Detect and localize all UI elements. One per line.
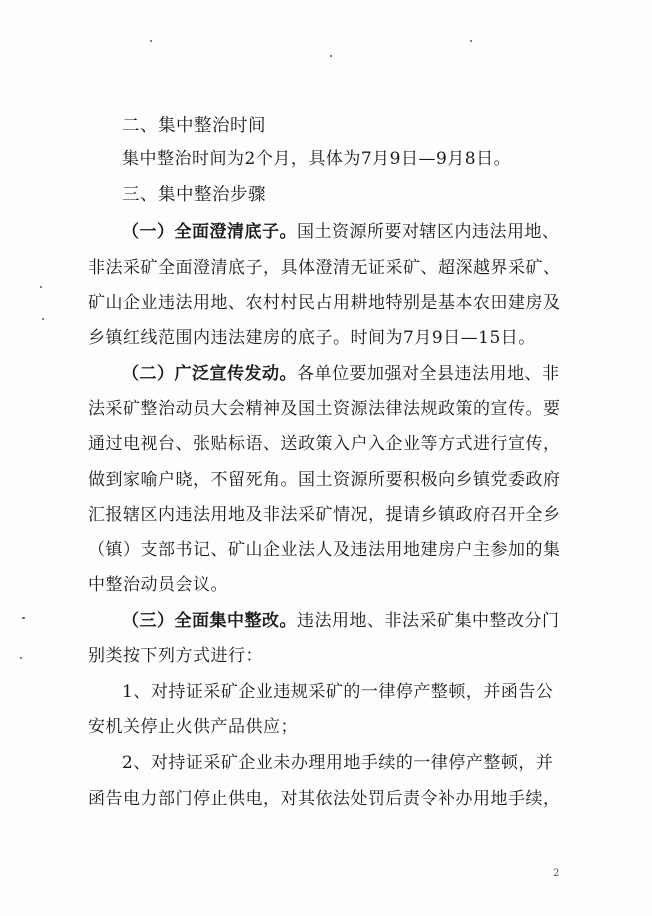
step1-lead: （一）全面澄清底子。: [122, 222, 297, 242]
step2-first-line: [122, 363, 560, 385]
step2-line3: 通过电视台、张贴标语、送政策入户入企业等方式进行宣传，: [88, 434, 561, 454]
step2-lead: （二）广泛宣传发动。: [122, 364, 297, 384]
step3-first-line: [122, 610, 560, 632]
step2-line6: （镇）支部书记、矿山企业法人及违法用地建房户主参加的集: [88, 540, 561, 560]
scan-speck: [330, 55, 332, 57]
step2-line5: 汇报辖区内违法用地及非法采矿情况，提请乡镇政府召开全乡: [88, 505, 561, 525]
step1-line4: 乡镇红线范围内违法建房的底子。时间为7月9日—15日。: [88, 328, 536, 348]
scan-speck: [40, 286, 42, 288]
step3-line2: 别类按下列方式进行：: [88, 646, 263, 666]
scan-speck: [150, 40, 152, 42]
scan-speck: [22, 617, 25, 619]
step3-line1-text: 违法用地、非法采矿集中整改分门: [297, 611, 560, 631]
scan-speck: [20, 657, 22, 659]
section3-heading: 三、集中整治步骤: [122, 185, 266, 205]
step2-line2: 法采矿整治动员大会精神及国土资源法律法规政策的宣传。要: [88, 399, 561, 419]
item2-line2: 函告电力部门停止供电，对其依法处罚后责令补办用地手续，: [88, 789, 561, 809]
step1-first-line: [122, 221, 560, 243]
section2-body: 集中整治时间为2个月，具体为7月9日—9月8日。: [122, 149, 512, 169]
step2-line7: 中整治动员会议。: [88, 575, 228, 595]
step2-line1-text: 各单位要加强对全县违法用地、非: [297, 364, 560, 384]
step1-line1-text: 国土资源所要对辖区内违法用地、: [297, 222, 560, 242]
step1-line2: 非法采矿全面澄清底子，具体澄清无证采矿、超深越界采矿、: [88, 258, 561, 278]
item1-line1: 1、对持证采矿企业违规采矿的一律停产整顿，并函告公: [122, 682, 554, 702]
step1-line3: 矿山企业违法用地、农村村民占用耕地特别是基本农田建房及: [88, 293, 561, 313]
scan-speck: [42, 318, 44, 320]
section2-heading: 二、集中整治时间: [122, 116, 266, 136]
scan-speck: [470, 40, 472, 42]
step2-line4: 做到家喻户晓，不留死角。国土资源所要积极向乡镇党委政府: [88, 470, 561, 490]
item1-line2: 安机关停止火供产品供应；: [88, 717, 298, 737]
item2-line1: 2、对持证采矿企业未办理用地手续的一律停产整顿，并: [122, 753, 554, 773]
page-number: 2: [553, 868, 560, 879]
step3-lead: （三）全面集中整改。: [122, 611, 297, 631]
